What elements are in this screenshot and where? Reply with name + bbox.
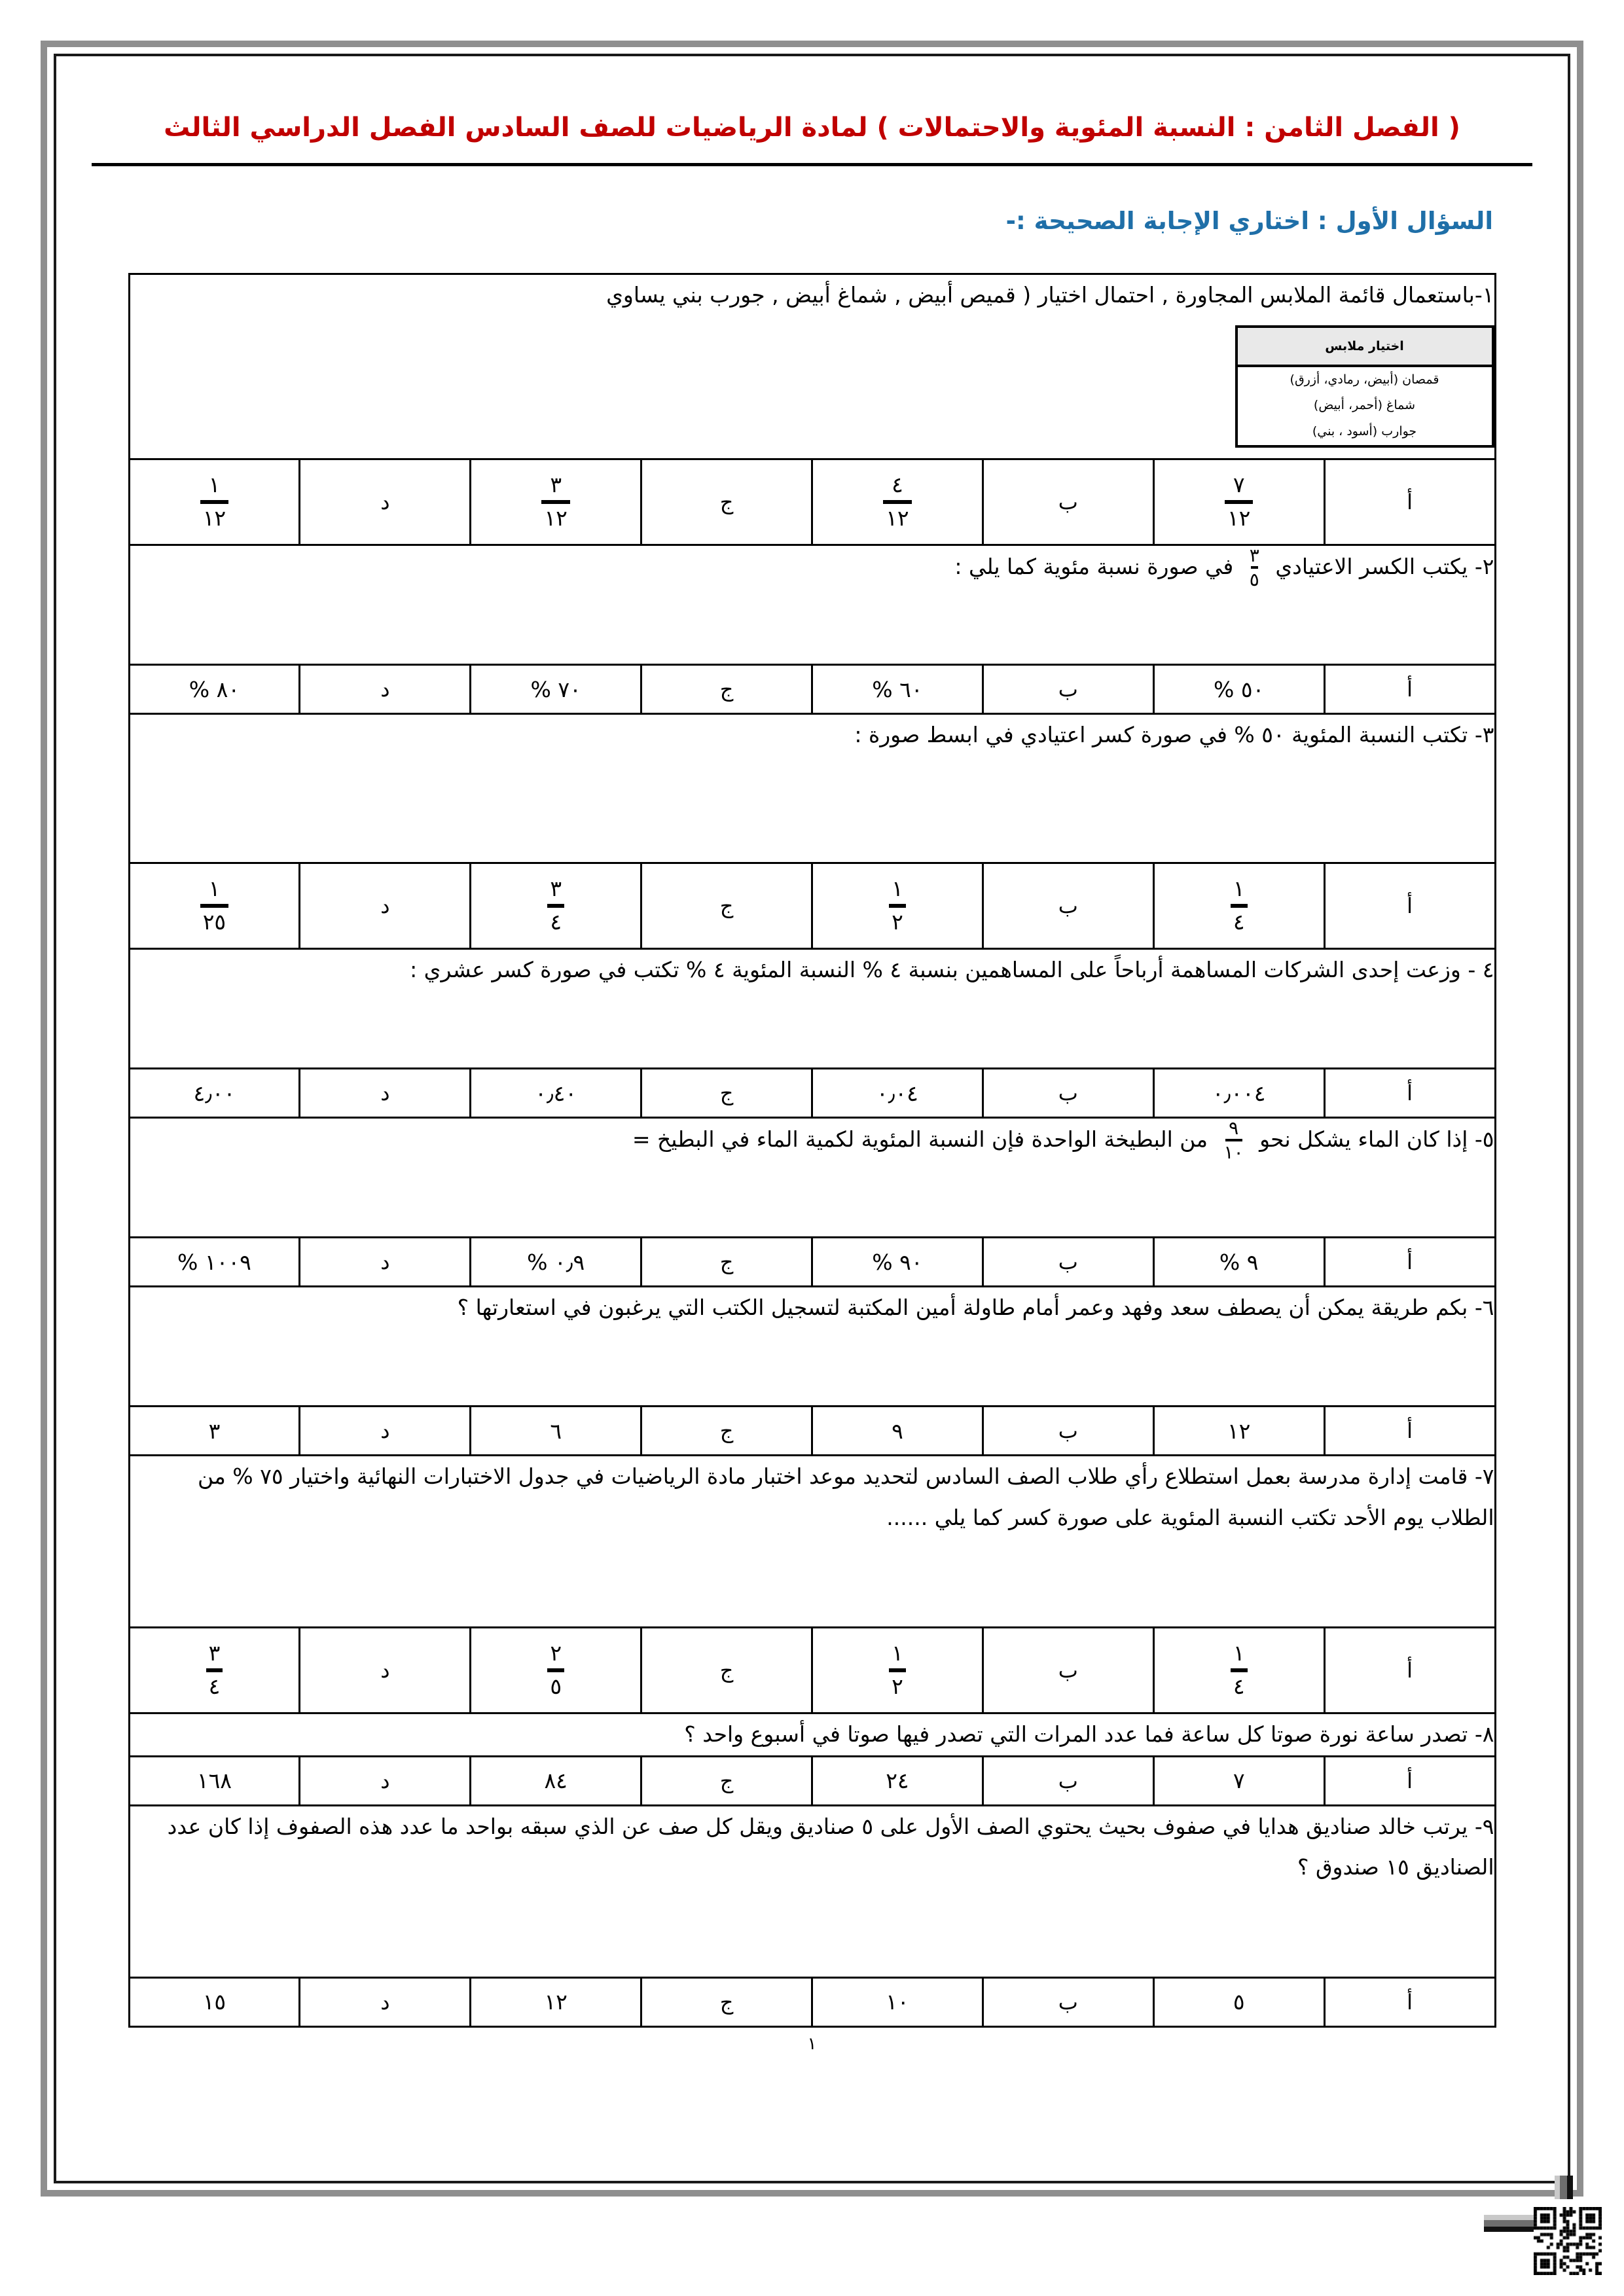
question-row-7	[129, 1456, 1495, 1628]
fraction-7-d	[202, 1642, 227, 1698]
fraction-bar	[889, 1668, 906, 1672]
fraction-3-a	[1227, 878, 1252, 933]
fraction-denominator: ٤	[1233, 1674, 1245, 1699]
option-value-2-b[interactable]: ٦٠ %	[812, 665, 983, 714]
fraction-7-a	[1227, 1642, 1252, 1698]
option-value-1-a[interactable]	[1153, 459, 1324, 545]
option-value-3-b[interactable]	[812, 863, 983, 949]
option-letter-1-d: د	[300, 459, 471, 545]
option-value-7-d[interactable]	[129, 1628, 300, 1713]
options-row-6	[129, 1407, 1495, 1456]
fraction-denominator: ٢	[892, 909, 903, 935]
question-5-prompt-after: من البطيخة الواحدة فإن النسبة المئوية لكمية الماء في البطيخ =	[632, 1126, 1208, 1152]
questions-table-body	[129, 274, 1495, 2027]
question-row-3	[129, 714, 1495, 863]
option-value-5-b[interactable]: ٩٠ %	[812, 1238, 983, 1287]
question-2-prompt-before: ٢- يكتب الكسر الاعتيادي	[1275, 553, 1494, 579]
option-value-4-a[interactable]: ٠٫٠٠٤	[1153, 1069, 1324, 1118]
fraction-1-c	[537, 474, 573, 529]
clothes-row-shemagh: شماغ (أحمر، أبيض)	[1236, 393, 1493, 419]
fraction-bar	[883, 500, 911, 504]
fraction-bar	[206, 1668, 223, 1672]
fraction-7-c	[543, 1642, 568, 1698]
option-value-9-b[interactable]: ١٠	[812, 1977, 983, 2026]
fraction-denominator: ١٢	[886, 505, 909, 531]
option-value-7-b[interactable]	[812, 1628, 983, 1713]
option-letter-3-c: ج	[641, 863, 812, 949]
fraction-denominator: ١٢	[202, 505, 226, 531]
fraction-numerator: ٩	[1229, 1117, 1239, 1139]
option-letter-7-a: أ	[1324, 1628, 1495, 1713]
clothes-choice-table	[1235, 325, 1494, 448]
option-letter-8-a: أ	[1324, 1756, 1495, 1805]
option-letter-5-d: د	[300, 1238, 471, 1287]
options-row-3	[129, 863, 1495, 949]
question-row-6	[129, 1287, 1495, 1407]
page-content	[72, 72, 1552, 2166]
question-text-1	[129, 274, 1495, 459]
option-letter-1-a: أ	[1324, 459, 1495, 545]
fraction-numerator: ٣	[550, 472, 562, 498]
color-bar-vertical-icon	[1555, 2176, 1573, 2199]
fraction-bar	[1225, 500, 1253, 504]
option-value-3-c[interactable]	[471, 863, 641, 949]
option-value-2-d[interactable]: ٨٠ %	[129, 665, 300, 714]
option-letter-8-d: د	[300, 1756, 471, 1805]
option-value-4-d[interactable]: ٤٫٠٠	[129, 1069, 300, 1118]
fraction-bar	[547, 1668, 564, 1672]
fraction-numerator: ٢	[550, 1640, 562, 1666]
question-text-5	[129, 1118, 1495, 1238]
fraction-numerator: ١	[892, 1640, 903, 1666]
fraction-numerator: ٣	[1249, 545, 1259, 566]
fraction-denominator: ٥	[1249, 569, 1259, 591]
option-value-8-d[interactable]: ١٦٨	[129, 1756, 300, 1805]
clothes-row-shirts: قمصان (أبيض، رمادي، أزرق)	[1236, 366, 1493, 393]
fraction-bar	[547, 904, 564, 908]
fraction-bar	[541, 500, 569, 504]
option-letter-2-d: د	[300, 665, 471, 714]
table-row	[1236, 393, 1493, 419]
fraction-denominator: ١٢	[1227, 505, 1251, 531]
question-row-4	[129, 949, 1495, 1069]
option-value-9-d[interactable]: ١٥	[129, 1977, 300, 2026]
fraction-3-b	[885, 878, 910, 933]
fraction-1-b	[879, 474, 915, 529]
option-letter-9-c: ج	[641, 1977, 812, 2026]
qr-code-icon[interactable]	[1534, 2207, 1602, 2275]
option-value-6-c[interactable]: ٦	[471, 1407, 641, 1456]
option-value-1-c[interactable]	[471, 459, 641, 545]
fraction-denominator: ٤	[1233, 909, 1245, 935]
clothes-row-socks: جوارب (أسود ، بني)	[1236, 419, 1493, 446]
inline-fraction-5	[1224, 1119, 1244, 1162]
option-letter-6-a: أ	[1324, 1407, 1495, 1456]
option-letter-1-b: ب	[983, 459, 1153, 545]
option-value-2-c[interactable]: ٧٠ %	[471, 665, 641, 714]
page-title: ( الفصل الثامن : النسبة المئوية والاحتمالات ) لمادة الرياضيات للصف السادس الفصل الدراسي الثالث	[164, 113, 1460, 143]
qr-footer-area	[1484, 2176, 1602, 2287]
table-row	[1236, 419, 1493, 446]
option-letter-6-d: د	[300, 1407, 471, 1456]
question-row-2	[129, 545, 1495, 665]
option-letter-7-c: ج	[641, 1628, 812, 1713]
option-value-6-b[interactable]: ٩	[812, 1407, 983, 1456]
fraction-numerator: ١	[208, 472, 221, 498]
fraction-numerator: ٣	[550, 876, 562, 902]
option-value-5-a[interactable]: ٩ %	[1153, 1238, 1324, 1287]
fraction-denominator: ١٢	[544, 505, 568, 531]
fraction-3-c	[543, 878, 568, 933]
question-text-7: ٧- قامت إدارة مدرسة بعمل استطلاع رأي طلاب الصف السادس لتحديد موعد اختبار مادة الرياضيات في جدول الاختبارات النهائية واختيار ٧٥ % من الطلاب يوم الأحد تكتب النسبة المئوية على صورة كسر كما يلي ......	[129, 1456, 1495, 1628]
option-value-8-a[interactable]: ٧	[1153, 1756, 1324, 1805]
fraction-numerator: ٣	[208, 1640, 221, 1666]
options-row-2	[129, 665, 1495, 714]
fraction-numerator: ٧	[1233, 472, 1245, 498]
table-row	[1236, 366, 1493, 393]
option-value-1-b[interactable]	[812, 459, 983, 545]
fraction-bar	[889, 904, 906, 908]
fraction-numerator: ١	[1233, 1640, 1245, 1666]
option-value-4-b[interactable]: ٠٫٠٤	[812, 1069, 983, 1118]
option-letter-9-a: أ	[1324, 1977, 1495, 2026]
option-letter-5-b: ب	[983, 1238, 1153, 1287]
fraction-numerator: ١	[208, 876, 221, 902]
option-value-7-c[interactable]	[471, 1628, 641, 1713]
option-letter-3-d: د	[300, 863, 471, 949]
option-letter-7-b: ب	[983, 1628, 1153, 1713]
option-letter-2-a: أ	[1324, 665, 1495, 714]
question-row-9	[129, 1805, 1495, 1977]
fraction-numerator: ٤	[892, 472, 903, 498]
fraction-denominator: ٢٥	[202, 909, 226, 935]
fraction-bar	[1231, 1668, 1248, 1672]
option-letter-3-b: ب	[983, 863, 1153, 949]
fraction-bar	[1231, 904, 1248, 908]
option-value-5-d[interactable]: ١٠٠٩ %	[129, 1238, 300, 1287]
option-value-8-c[interactable]: ٨٤	[471, 1756, 641, 1805]
question-text-8: ٨- تصدر ساعة نورة صوتا كل ساعة فما عدد المرات التي تصدر فيها صوتا في أسبوع واحد ؟	[129, 1713, 1495, 1757]
option-letter-2-b: ب	[983, 665, 1153, 714]
fraction-bar	[200, 904, 228, 908]
options-row-1	[129, 459, 1495, 545]
options-row-4	[129, 1069, 1495, 1118]
inline-fraction-2	[1250, 546, 1259, 590]
option-letter-7-d: د	[300, 1628, 471, 1713]
option-value-6-d[interactable]: ٣	[129, 1407, 300, 1456]
option-value-5-c[interactable]: ٠٫٩ %	[471, 1238, 641, 1287]
fraction-denominator: ٥	[550, 1674, 562, 1699]
option-value-9-c[interactable]: ١٢	[471, 1977, 641, 2026]
option-letter-8-c: ج	[641, 1756, 812, 1805]
page-number: ١	[807, 2034, 817, 2054]
option-letter-6-b: ب	[983, 1407, 1153, 1456]
option-letter-5-c: ج	[641, 1238, 812, 1287]
question-5-prompt-before: ٥- إذا كان الماء يشكل نحو	[1259, 1126, 1494, 1152]
option-value-7-a[interactable]	[1153, 1628, 1324, 1713]
question-text-4: ٤ - وزعت إحدى الشركات المساهمة أرباحاً على المساهمين بنسبة ٤ % النسبة المئوية ٤ % تكتب في صورة كسر عشري :	[129, 949, 1495, 1069]
question-1-prompt: ١-باستعمال قائمة الملابس المجاورة , احتمال اختيار ( قميص أبيض , شماغ أبيض , جورب بني يساوي	[606, 282, 1494, 308]
option-value-8-b[interactable]: ٢٤	[812, 1756, 983, 1805]
fraction-bar	[200, 500, 228, 504]
question-row-1	[129, 274, 1495, 459]
color-bar-horizontal-icon	[1484, 2215, 1536, 2232]
option-value-4-c[interactable]: ٠٫٤٠	[471, 1069, 641, 1118]
options-row-9	[129, 1977, 1495, 2026]
question-1-body	[130, 275, 1494, 448]
fraction-7-b	[885, 1642, 910, 1698]
clothes-table-header: اختيار ملابس	[1236, 327, 1493, 366]
option-value-3-d[interactable]	[129, 863, 300, 949]
question-row-8	[129, 1713, 1495, 1757]
clothes-table-head	[1236, 327, 1493, 366]
section-heading: السؤال الأول : اختاري الإجابة الصحيحة :-	[1005, 207, 1493, 235]
clothes-header-row	[1236, 327, 1493, 366]
fraction-numerator: ١	[1233, 876, 1245, 902]
qr-code-canvas	[1534, 2207, 1602, 2275]
option-letter-4-c: ج	[641, 1069, 812, 1118]
option-letter-4-a: أ	[1324, 1069, 1495, 1118]
option-letter-1-c: ج	[641, 459, 812, 545]
option-value-9-a[interactable]: ٥	[1153, 1977, 1324, 2026]
option-value-3-a[interactable]	[1153, 863, 1324, 949]
question-text-3: ٣- تكتب النسبة المئوية ٥٠ % في صورة كسر اعتيادي في ابسط صورة :	[129, 714, 1495, 863]
option-letter-6-c: ج	[641, 1407, 812, 1456]
option-letter-8-b: ب	[983, 1756, 1153, 1805]
option-value-1-d[interactable]	[129, 459, 300, 545]
option-letter-3-a: أ	[1324, 863, 1495, 949]
option-value-6-a[interactable]: ١٢	[1153, 1407, 1324, 1456]
question-text-2	[129, 545, 1495, 665]
question-text-9: ٩- يرتب خالد صناديق هدايا في صفوف بحيث يحتوي الصف الأول على ٥ صناديق ويقل كل صف عن الذي سبقه بواحد ما عدد هذه الصفوف إذا كان عدد الصناديق ١٥ صندوق ؟	[129, 1805, 1495, 1977]
questions-table	[128, 273, 1496, 2028]
question-2-prompt-after: في صورة نسبة مئوية كما يلي :	[954, 553, 1234, 579]
clothes-table-body	[1236, 366, 1493, 446]
option-value-2-a[interactable]: ٥٠ %	[1153, 665, 1324, 714]
fraction-denominator: ١٠	[1223, 1141, 1244, 1164]
options-row-7	[129, 1628, 1495, 1713]
question-text-6: ٦- بكم طريقة يمكن أن يصطف سعد وفهد وعمر أمام طاولة أمين المكتبة لتسجيل الكتب التي يرغبون في استعارتها ؟	[129, 1287, 1495, 1407]
options-row-5	[129, 1238, 1495, 1287]
option-letter-5-a: أ	[1324, 1238, 1495, 1287]
fraction-denominator: ٤	[550, 909, 562, 935]
option-letter-4-d: د	[300, 1069, 471, 1118]
fraction-numerator: ١	[892, 876, 903, 902]
option-letter-2-c: ج	[641, 665, 812, 714]
option-letter-4-b: ب	[983, 1069, 1153, 1118]
fraction-3-d	[196, 878, 232, 933]
fraction-1-d	[196, 474, 232, 529]
fraction-denominator: ٢	[892, 1674, 903, 1699]
option-letter-9-d: د	[300, 1977, 471, 2026]
question-row-5	[129, 1118, 1495, 1238]
option-letter-9-b: ب	[983, 1977, 1153, 2026]
fraction-denominator: ٤	[208, 1674, 221, 1699]
options-row-8	[129, 1756, 1495, 1805]
fraction-1-a	[1221, 474, 1257, 529]
